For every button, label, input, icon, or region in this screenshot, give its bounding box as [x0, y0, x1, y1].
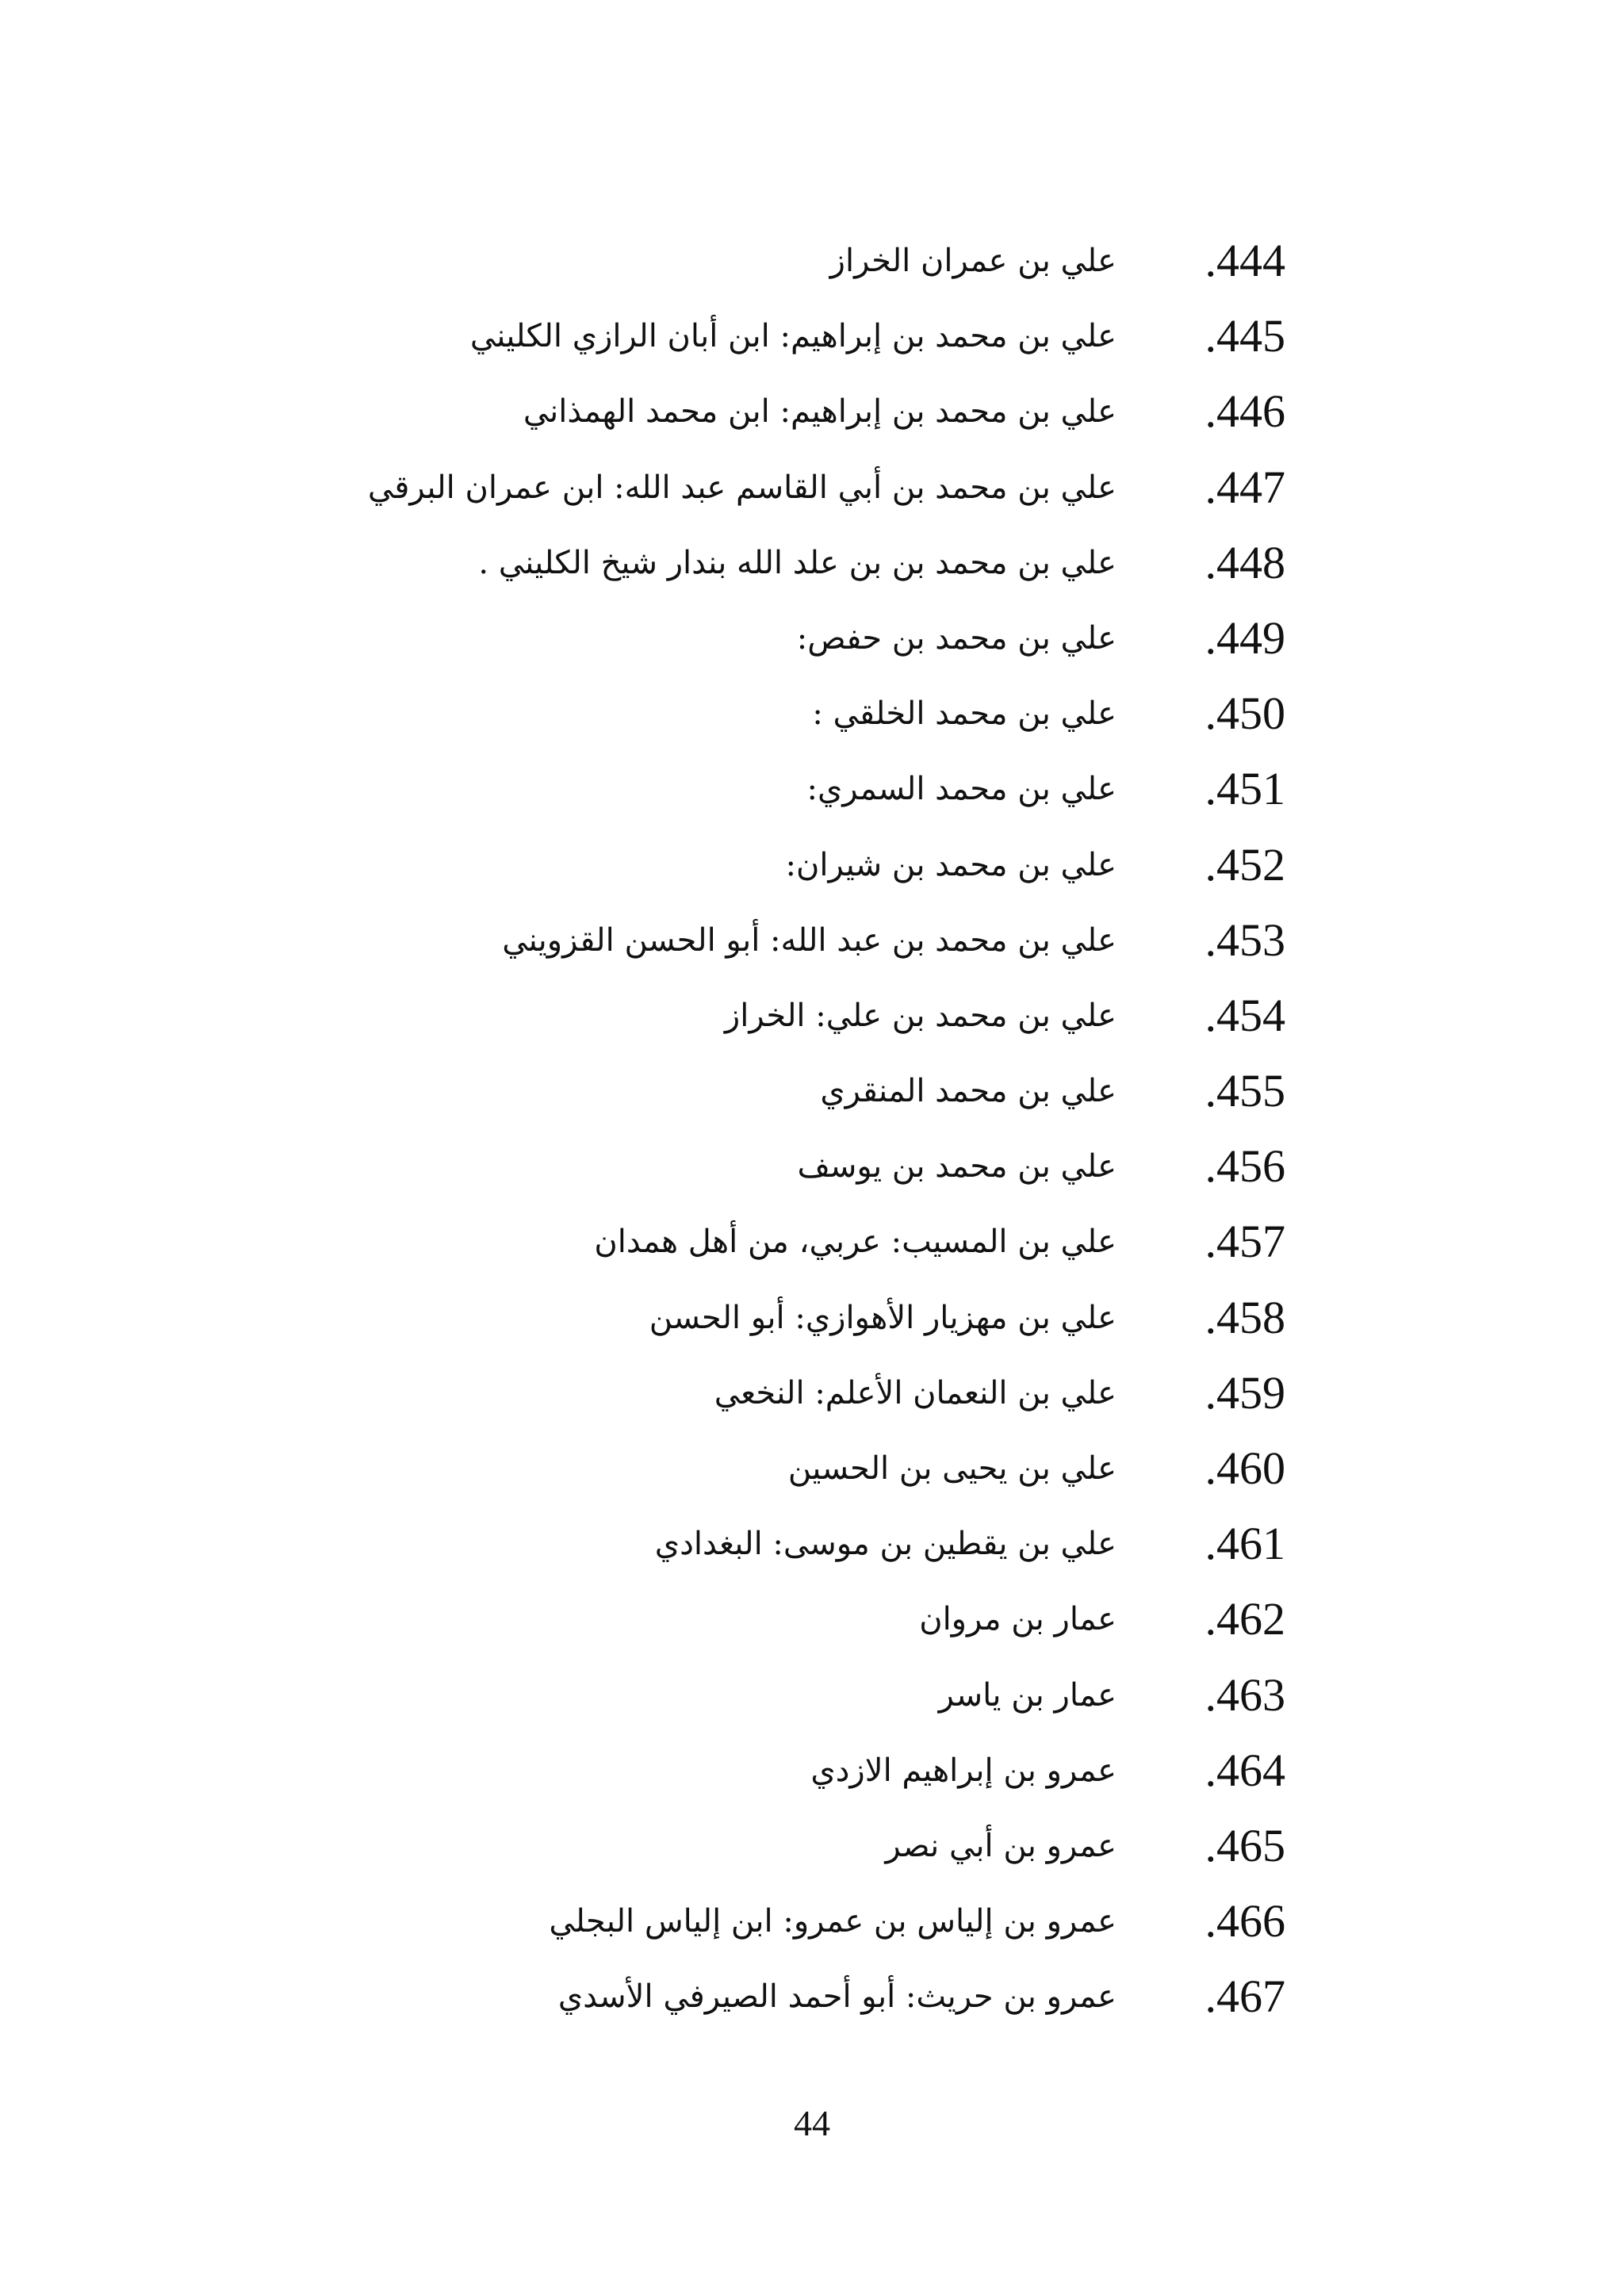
- entry-number: .450: [1205, 687, 1285, 740]
- entry-number: .458: [1205, 1291, 1285, 1343]
- entry-number: .446: [1205, 385, 1285, 438]
- entry-number: .463: [1205, 1668, 1285, 1721]
- entry-number: .460: [1205, 1442, 1285, 1494]
- list-item: [0, 1137, 1624, 1212]
- list-item: [0, 307, 1624, 382]
- entry-name: علي بن عمران الخراز: [829, 243, 1116, 279]
- entry-number: .459: [1205, 1366, 1285, 1419]
- list-item: [0, 760, 1624, 835]
- entry-name: عمار بن ياسر: [938, 1676, 1116, 1714]
- list-item: [0, 684, 1624, 760]
- entry-name: علي بن محمد بن إبراهيم: ابن أبان الرازي الكليني: [469, 318, 1116, 355]
- entry-number: .461: [1205, 1518, 1285, 1570]
- entry-number: .453: [1205, 913, 1285, 966]
- list-item: [0, 1666, 1624, 1741]
- list-item: [0, 232, 1624, 307]
- list-item: [0, 1364, 1624, 1439]
- entry-name: علي بن محمد بن حفص:: [796, 619, 1116, 657]
- entry-name: علي بن محمد بن يوسف: [797, 1148, 1116, 1185]
- entry-number: .452: [1205, 838, 1285, 890]
- entry-name: عمرو بن أبي نصر: [885, 1827, 1116, 1864]
- list-item: [0, 458, 1624, 534]
- list-item: [0, 534, 1624, 609]
- entry-name: علي بن محمد المنقري: [820, 1073, 1116, 1110]
- entry-name: علي بن محمد بن عبد الله: أبو الحسن القزويني: [502, 921, 1116, 959]
- list-item: [0, 1062, 1624, 1137]
- list-item: [0, 609, 1624, 684]
- entry-number: .444: [1205, 235, 1285, 286]
- entry-number: .456: [1205, 1140, 1285, 1193]
- list-item: [0, 1967, 1624, 2043]
- list-item: [0, 1212, 1624, 1288]
- entry-name: علي بن يقطين بن موسى: البغدادي: [654, 1526, 1116, 1563]
- list-item: [0, 1439, 1624, 1515]
- entry-name: عمار بن مروان: [919, 1601, 1116, 1638]
- entry-number: .465: [1205, 1819, 1285, 1871]
- list-item: [0, 1590, 1624, 1665]
- list-item: [0, 1515, 1624, 1590]
- entry-name: عمرو بن حريث: أبو أحمد الصيرفي الأسدي: [557, 1978, 1116, 2016]
- entry-name: علي بن محمد بن أبي القاسم عبد الله: ابن عمران البرقي: [367, 469, 1116, 506]
- list-item: [0, 986, 1624, 1062]
- entry-name: علي بن محمد الخلقي :: [812, 695, 1116, 733]
- list-item: [0, 911, 1624, 986]
- entry-list: [0, 232, 1624, 2043]
- entry-name: علي بن المسيب: عربي، من أهل همدان: [594, 1224, 1116, 1261]
- entry-name: علي بن محمد بن بن علد الله بندار شيخ الكليني .: [478, 544, 1116, 581]
- entry-number: .451: [1205, 763, 1285, 815]
- entry-number: .462: [1205, 1593, 1285, 1645]
- list-item: [0, 1289, 1624, 1364]
- entry-number: .455: [1205, 1065, 1285, 1117]
- entry-number: .449: [1205, 611, 1285, 664]
- entry-name: علي بن مهزيار الأهوازي: أبو الحسن: [649, 1299, 1116, 1336]
- list-item: [0, 1741, 1624, 1817]
- entry-number: .466: [1205, 1895, 1285, 1947]
- entry-name: علي بن محمد بن علي: الخراز: [724, 997, 1116, 1034]
- list-item: [0, 836, 1624, 911]
- entry-number: .464: [1205, 1744, 1285, 1796]
- list-item: [0, 1892, 1624, 1967]
- entry-name: علي بن محمد السمري:: [806, 771, 1116, 808]
- entry-name: علي بن النعمان الأعلم: النخعي: [714, 1374, 1116, 1411]
- entry-number: .447: [1205, 461, 1285, 513]
- entry-number: .454: [1205, 989, 1285, 1041]
- entry-number: .445: [1205, 310, 1285, 362]
- entry-name: علي بن محمد بن إبراهيم: ابن محمد الهمذاني: [523, 393, 1116, 431]
- entry-number: .448: [1205, 536, 1285, 588]
- entry-number: .457: [1205, 1216, 1285, 1268]
- entry-number: .467: [1205, 1970, 1285, 2023]
- entry-name: عمرو بن إبراهيم الازدي: [810, 1752, 1116, 1789]
- list-item: [0, 382, 1624, 458]
- entry-name: علي بن محمد بن شيران:: [785, 846, 1116, 883]
- list-item: [0, 1817, 1624, 1892]
- page-number: 44: [794, 2103, 830, 2143]
- entry-name: عمرو بن إلياس بن عمرو: ابن إلياس البجلي: [549, 1903, 1116, 1940]
- entry-name: علي بن يحيى بن الحسين: [787, 1450, 1116, 1487]
